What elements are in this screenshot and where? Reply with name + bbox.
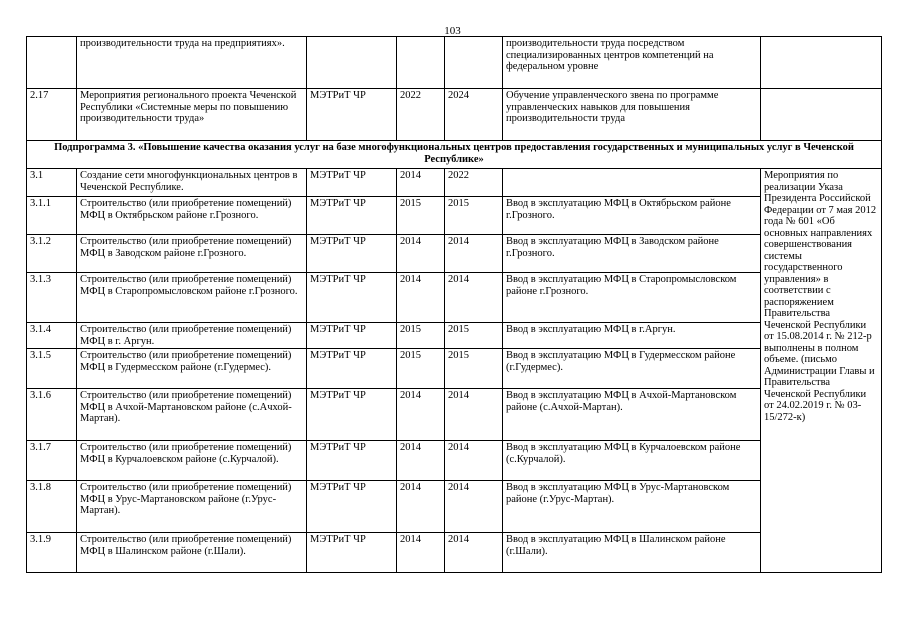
cell-result: Ввод в эксплуатацию МФЦ в Ачхой-Мартановском районе (с.Ачхой-Мартан). (503, 389, 761, 441)
cell-num: 3.1.3 (27, 273, 77, 323)
cell-start: 2014 (397, 533, 445, 573)
table-row (27, 273, 882, 323)
cell-executor: МЭТРиТ ЧР (307, 323, 397, 349)
cell-start: 2014 (397, 235, 445, 273)
cell-end: 2015 (445, 349, 503, 389)
cell-note (761, 37, 882, 89)
cell-result (503, 169, 761, 197)
cell-executor: МЭТРиТ ЧР (307, 441, 397, 481)
cell-num: 3.1.5 (27, 349, 77, 389)
table-row (27, 349, 882, 389)
table-row (27, 323, 882, 349)
cell-name: Строительство (или приобретение помещений) МФЦ в г. Аргун. (77, 323, 307, 349)
table-row (27, 235, 882, 273)
cell-num: 3.1.1 (27, 197, 77, 235)
cell-name: Строительство (или приобретение помещений) МФЦ в Гудермесском районе (г.Гудермес). (77, 349, 307, 389)
cell-start: 2015 (397, 197, 445, 235)
cell-num: 3.1.4 (27, 323, 77, 349)
cell-name: Мероприятия регионального проекта Чеченской Республики «Системные меры по повышению производительности труда» (77, 89, 307, 141)
cell-executor: МЭТРиТ ЧР (307, 389, 397, 441)
cell-num: 2.17 (27, 89, 77, 141)
cell-result: Ввод в эксплуатацию МФЦ в Старопромысловском районе г.Грозного. (503, 273, 761, 323)
cell-note: Мероприятия по реализации Указа Президента Российской Федерации от 7 мая 2012 года № 601 «Об основных направлениях совершенствования системы государственного управления» в соответствии с распоряжением Правительства Чеченской Республики от 15.08.2014 г. № 212-р выполнены в полном объеме. (письмо Администрации Главы и Правительства Чеченской Республики от 24.02.2019 г. № 03-15/272-к) (761, 169, 882, 573)
cell-end: 2014 (445, 533, 503, 573)
cell-start: 2015 (397, 349, 445, 389)
cell-name: Строительство (или приобретение помещений) МФЦ в Ачхой-Мартановском районе (с.Ачхой-Мартан). (77, 389, 307, 441)
cell-end: 2014 (445, 273, 503, 323)
cell-end: 2014 (445, 235, 503, 273)
table-row (27, 441, 882, 481)
cell-end: 2015 (445, 197, 503, 235)
cell-name: Строительство (или приобретение помещений) МФЦ в Курчалоевском районе (с.Курчалой). (77, 441, 307, 481)
cell-name: Строительство (или приобретение помещений) МФЦ в Урус-Мартановском районе (г.Урус-Мартан). (77, 481, 307, 533)
table-row (27, 481, 882, 533)
cell-start: 2015 (397, 323, 445, 349)
cell-name: Строительство (или приобретение помещений) МФЦ в Старопромысловском районе г.Грозного. (77, 273, 307, 323)
table-row (27, 169, 882, 197)
table-row (27, 389, 882, 441)
cell-num: 3.1.8 (27, 481, 77, 533)
cell-num (27, 37, 77, 89)
table-row (27, 533, 882, 573)
table-row (27, 197, 882, 235)
cell-executor: МЭТРиТ ЧР (307, 169, 397, 197)
cell-end: 2014 (445, 389, 503, 441)
cell-start: 2014 (397, 389, 445, 441)
cell-result: Обучение управленческого звена по программе управленческих навыков для повышения производительности труда (503, 89, 761, 141)
cell-executor: МЭТРиТ ЧР (307, 89, 397, 141)
cell-executor: МЭТРиТ ЧР (307, 235, 397, 273)
table-row (27, 89, 882, 141)
cell-executor: МЭТРиТ ЧР (307, 481, 397, 533)
cell-num: 3.1.7 (27, 441, 77, 481)
cell-executor: МЭТРиТ ЧР (307, 533, 397, 573)
cell-end: 2022 (445, 169, 503, 197)
cell-result: Ввод в эксплуатацию МФЦ в Урус-Мартановском районе (г.Урус-Мартан). (503, 481, 761, 533)
cell-result: Ввод в эксплуатацию МФЦ в Октябрьском районе г.Грозного. (503, 197, 761, 235)
cell-end: 2014 (445, 481, 503, 533)
cell-num: 3.1 (27, 169, 77, 197)
cell-end: 2024 (445, 89, 503, 141)
cell-start: 2014 (397, 273, 445, 323)
cell-name: производительности труда на предприятиях». (77, 37, 307, 89)
cell-start: 2014 (397, 481, 445, 533)
section-header-row (27, 141, 882, 169)
cell-executor: МЭТРиТ ЧР (307, 349, 397, 389)
cell-result: Ввод в эксплуатацию МФЦ в г.Аргун. (503, 323, 761, 349)
cell-note (761, 89, 882, 141)
cell-start: 2014 (397, 441, 445, 481)
section-title: Подпрограмма 3. «Повышение качества оказания услуг на базе многофункциональных центров предоставления государственных и муниципальных услуг в Чеченской Республике» (27, 141, 882, 169)
program-table (26, 36, 882, 573)
cell-end: 2015 (445, 323, 503, 349)
cell-num: 3.1.2 (27, 235, 77, 273)
cell-name: Строительство (или приобретение помещений) МФЦ в Шалинском районе (г.Шали). (77, 533, 307, 573)
cell-end: 2014 (445, 441, 503, 481)
page-number: 103 (444, 25, 461, 37)
continuation-row (27, 37, 882, 89)
cell-result: Ввод в эксплуатацию МФЦ в Заводском районе г.Грозного. (503, 235, 761, 273)
cell-num: 3.1.9 (27, 533, 77, 573)
cell-result: производительности труда посредством специализированных центров компетенций на федеральном уровне (503, 37, 761, 89)
cell-executor: МЭТРиТ ЧР (307, 273, 397, 323)
cell-executor (307, 37, 397, 89)
cell-start: 2022 (397, 89, 445, 141)
cell-start (397, 37, 445, 89)
cell-name: Создание сети многофункциональных центров в Чеченской Республике. (77, 169, 307, 197)
cell-name: Строительство (или приобретение помещений) МФЦ в Октябрьском районе г.Грозного. (77, 197, 307, 235)
cell-num: 3.1.6 (27, 389, 77, 441)
cell-result: Ввод в эксплуатацию МФЦ в Гудермесском районе (г.Гудермес). (503, 349, 761, 389)
cell-result: Ввод в эксплуатацию МФЦ в Курчалоевском районе (с.Курчалой). (503, 441, 761, 481)
cell-name: Строительство (или приобретение помещений) МФЦ в Заводском районе г.Грозного. (77, 235, 307, 273)
footer-mark (28, 594, 29, 598)
cell-start: 2014 (397, 169, 445, 197)
cell-result: Ввод в эксплуатацию МФЦ в Шалинском районе (г.Шали). (503, 533, 761, 573)
cell-end (445, 37, 503, 89)
cell-executor: МЭТРиТ ЧР (307, 197, 397, 235)
